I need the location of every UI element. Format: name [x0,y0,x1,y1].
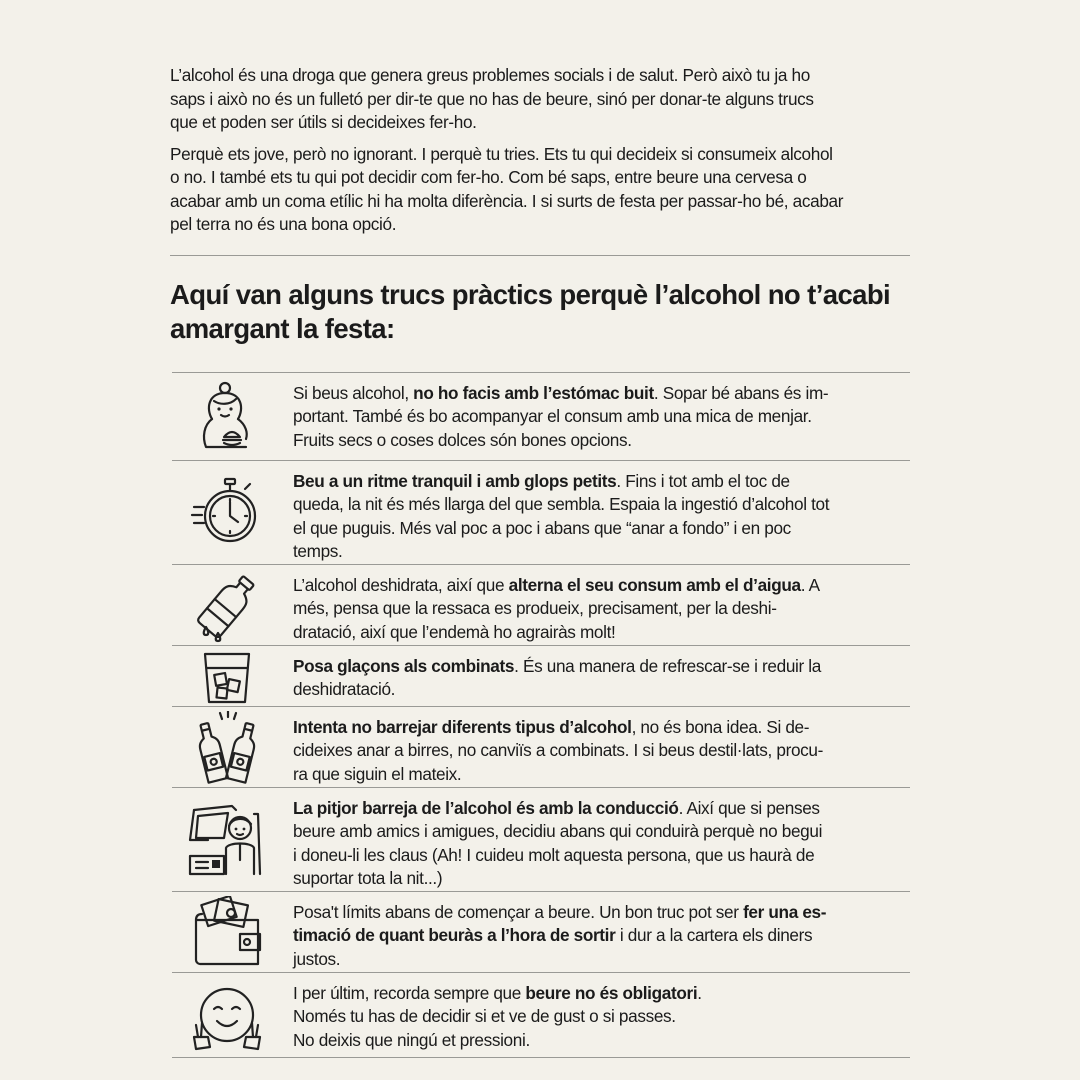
tip-line [293,405,910,428]
tip-line [293,982,910,1005]
tip-emphasis: Intenta no barrejar diferents tipus d’alcohol [293,717,632,737]
tip-text-run: i dur a la cartera els diners [615,925,813,946]
girl-eating-burger-icon [190,379,264,453]
tip-text [293,565,910,650]
tip-text-run: , no és bona idea. Si de- [631,717,810,737]
tip-line [293,540,910,563]
tip-line [293,597,910,620]
tip-line [293,797,910,820]
tip-line [293,716,910,739]
tip-text [293,646,910,708]
intro-paragraph-1 [170,64,912,135]
tip-text-run: ra que siguin el mateix. [293,763,462,784]
intro-line: o no. I també ets tu qui pot decidir com fer-ho. Com bé saps, entre beure una cervesa o [170,167,807,187]
tip-line [293,382,910,405]
tip-item [172,564,910,645]
tip-item [172,891,910,972]
stopwatch-icon [190,477,264,551]
tip-text-run: queda, la nit és més llarga del que sembla. Espaia la ingestió d’alcohol tot [293,494,830,515]
water-bottle-icon [190,569,264,643]
intro-section [170,64,912,245]
driver-in-car-icon [188,800,266,878]
glass-with-ice-icon [199,650,255,706]
tip-text-run: dratació, així que l’endemà ho agrairàs molt! [293,621,616,642]
tip-line [293,844,910,867]
tip-text-run: Si beus alcohol, [293,383,414,403]
tip-emphasis: Posa glaçons als combinats [293,656,515,676]
tip-text-run: Només tu has de decidir si et ve de gust o si passes. [293,1006,676,1027]
tip-emphasis: fer una es- [743,902,827,922]
intro-line: acabar amb un coma etílic hi ha molta diferència. I si surts de festa per passar-ho bé, acabar [170,190,844,211]
tip-text [293,973,910,1058]
intro-line: pel terra no és una bona opció. [170,214,397,234]
tip-text [293,707,910,792]
intro-line: saps i això no és un fulletó per dir-te que no has de beure, sinó per donar-te alguns trucs [170,88,814,109]
tip-emphasis: alterna el seu consum amb el d’aigua [508,575,801,595]
tip-line [293,1029,910,1052]
tip-item [172,787,910,891]
tip-text-run: . A [800,575,820,595]
tip-line [293,1005,910,1028]
tip-item [172,372,910,460]
tip-line [293,621,910,644]
tip-text-run: més, pensa que la ressaca es produeix, precisament, per la deshi- [293,598,777,619]
tip-text [293,892,910,977]
tip-text-run: portant. També és bo acompanyar el consum amb una mica de menjar. [293,406,812,427]
tip-line [293,924,910,947]
tip-emphasis: no ho facis amb l’estómac buit [413,383,654,403]
intro-line: Perquè ets jove, però no ignorant. I perquè tu tries. Ets tu qui decideix si consumeix alcohol [170,143,833,164]
tip-text-run: . Sopar bé abans és im- [653,383,829,403]
tip-item [172,706,910,787]
tip-text-run: deshidratació. [293,679,396,700]
tip-emphasis: La pitjor barreja de l’alcohol és amb la conducció [293,798,679,818]
tip-text [293,373,910,458]
tip-text-run: Fruits secs o coses dolces són bones opcions. [293,429,632,450]
tip-item [172,645,910,706]
tip-text-run: . [697,983,702,1003]
tip-item [172,460,910,564]
tip-line [293,493,910,516]
tip-text-run: beure amb amics i amigues, decidiu abans qui conduirà perquè no begui [293,821,823,842]
tip-text-run: . Així que si penses [678,798,820,818]
tip-text-run: el que puguis. Més val poc a poc i abans que “anar a fondo” i en poc [293,517,791,538]
section-heading [170,278,930,346]
intro-line: L’alcohol és una droga que genera greus problemes socials i de salut. Però això tu ja ho [170,65,810,85]
tip-text-run: justos. [293,948,341,969]
tip-emphasis: Beu a un ritme tranquil i amb glops petits [293,471,617,491]
tip-line [293,470,910,493]
tip-text-run: Posa't límits abans de començar a beure. Un bon truc pot ser [293,902,744,922]
tips-list [172,372,910,1058]
tip-text [293,788,910,896]
tip-line [293,517,910,540]
tip-line [293,739,910,762]
tip-text-run: temps. [293,540,343,561]
tip-line [293,429,910,452]
tip-line [293,655,910,678]
tip-text-run: . És una manera de refrescar-se i reduir la [514,656,821,676]
beer-bottles-toast-icon [190,711,264,785]
tip-text-run: suportar tota la nit...) [293,867,443,888]
tip-text-run: No deixis que ningú et pressioni. [293,1029,530,1050]
wallet-with-money-icon [190,896,264,970]
tip-emphasis: timació de quant beuràs a l’hora de sortir [293,925,616,946]
divider [170,255,910,256]
tip-text [293,461,910,569]
heading-line: Aquí van alguns trucs pràctics perquè l’alcohol no t’acabi [170,279,891,310]
tip-line [293,948,910,971]
intro-line: que et poden ser útils si decideixes fer-ho. [170,112,477,132]
tip-text-run: L’alcohol deshidrata, així que [293,575,509,595]
tip-line [293,678,910,701]
heading-line: amargant la festa: [170,313,395,344]
smiley-peace-hands-icon [190,981,264,1055]
tip-emphasis: beure no és obligatori [525,983,698,1003]
tip-text-run: . Fins i tot amb el toc de [616,471,790,491]
tip-text-run: i doneu-li les claus (Ah! I cuideu molt aquesta persona, que us haurà de [293,844,815,865]
tip-text-run: I per últim, recorda sempre que [293,983,526,1003]
tip-line [293,820,910,843]
tip-line [293,867,910,890]
tip-line [293,763,910,786]
tip-line [293,574,910,597]
tip-text-run: cideixes anar a birres, no canviïs a combinats. I si beus destil·lats, procu- [293,740,823,761]
intro-paragraph-2 [170,143,912,237]
tip-line [293,901,910,924]
tip-item [172,972,910,1058]
